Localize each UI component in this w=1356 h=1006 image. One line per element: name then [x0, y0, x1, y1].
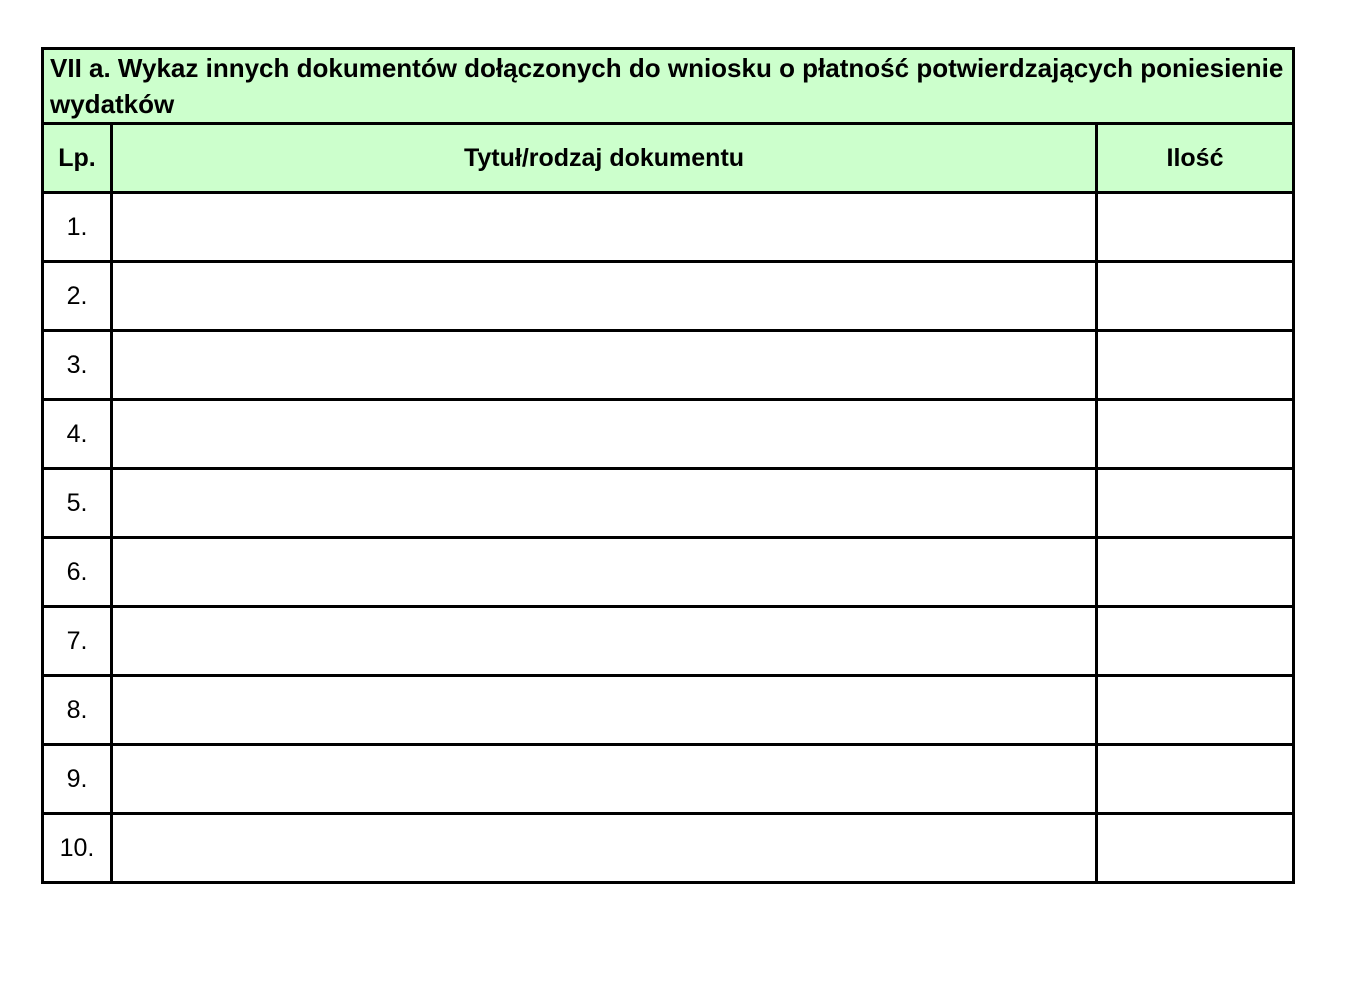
table-row — [43, 262, 1294, 331]
row-number: 5. — [43, 469, 112, 538]
quantity-field[interactable] — [1097, 676, 1294, 745]
section-title-row — [43, 49, 1294, 124]
table-row — [43, 814, 1294, 883]
section-title: VII a. Wykaz innych dokumentów dołączonych do wniosku o płatność potwierdzających poniesienie wydatków — [43, 49, 1294, 124]
row-number: 1. — [43, 193, 112, 262]
table-row — [43, 469, 1294, 538]
row-number: 2. — [43, 262, 112, 331]
document-title-field[interactable] — [112, 676, 1097, 745]
quantity-field[interactable] — [1097, 538, 1294, 607]
quantity-field[interactable] — [1097, 262, 1294, 331]
document-title-field[interactable] — [112, 538, 1097, 607]
document-title-field[interactable] — [112, 400, 1097, 469]
column-header-title: Tytuł/rodzaj dokumentu — [112, 124, 1097, 193]
table-row — [43, 607, 1294, 676]
quantity-field[interactable] — [1097, 400, 1294, 469]
column-header-lp: Lp. — [43, 124, 112, 193]
table-row — [43, 676, 1294, 745]
document-title-field[interactable] — [112, 745, 1097, 814]
quantity-field[interactable] — [1097, 814, 1294, 883]
quantity-field[interactable] — [1097, 331, 1294, 400]
document-title-field[interactable] — [112, 469, 1097, 538]
quantity-field[interactable] — [1097, 607, 1294, 676]
row-number: 10. — [43, 814, 112, 883]
quantity-field[interactable] — [1097, 745, 1294, 814]
table-row — [43, 745, 1294, 814]
column-header-quantity: Ilość — [1097, 124, 1294, 193]
column-header-row — [43, 124, 1294, 193]
documents-table — [41, 47, 1295, 884]
row-number: 3. — [43, 331, 112, 400]
row-number: 6. — [43, 538, 112, 607]
document-title-field[interactable] — [112, 331, 1097, 400]
document-title-field[interactable] — [112, 607, 1097, 676]
quantity-field[interactable] — [1097, 193, 1294, 262]
row-number: 8. — [43, 676, 112, 745]
row-number: 4. — [43, 400, 112, 469]
document-title-field[interactable] — [112, 814, 1097, 883]
row-number: 7. — [43, 607, 112, 676]
table-row — [43, 400, 1294, 469]
quantity-field[interactable] — [1097, 469, 1294, 538]
table-row — [43, 538, 1294, 607]
row-number: 9. — [43, 745, 112, 814]
table-row — [43, 331, 1294, 400]
document-title-field[interactable] — [112, 193, 1097, 262]
table-row — [43, 193, 1294, 262]
document-title-field[interactable] — [112, 262, 1097, 331]
